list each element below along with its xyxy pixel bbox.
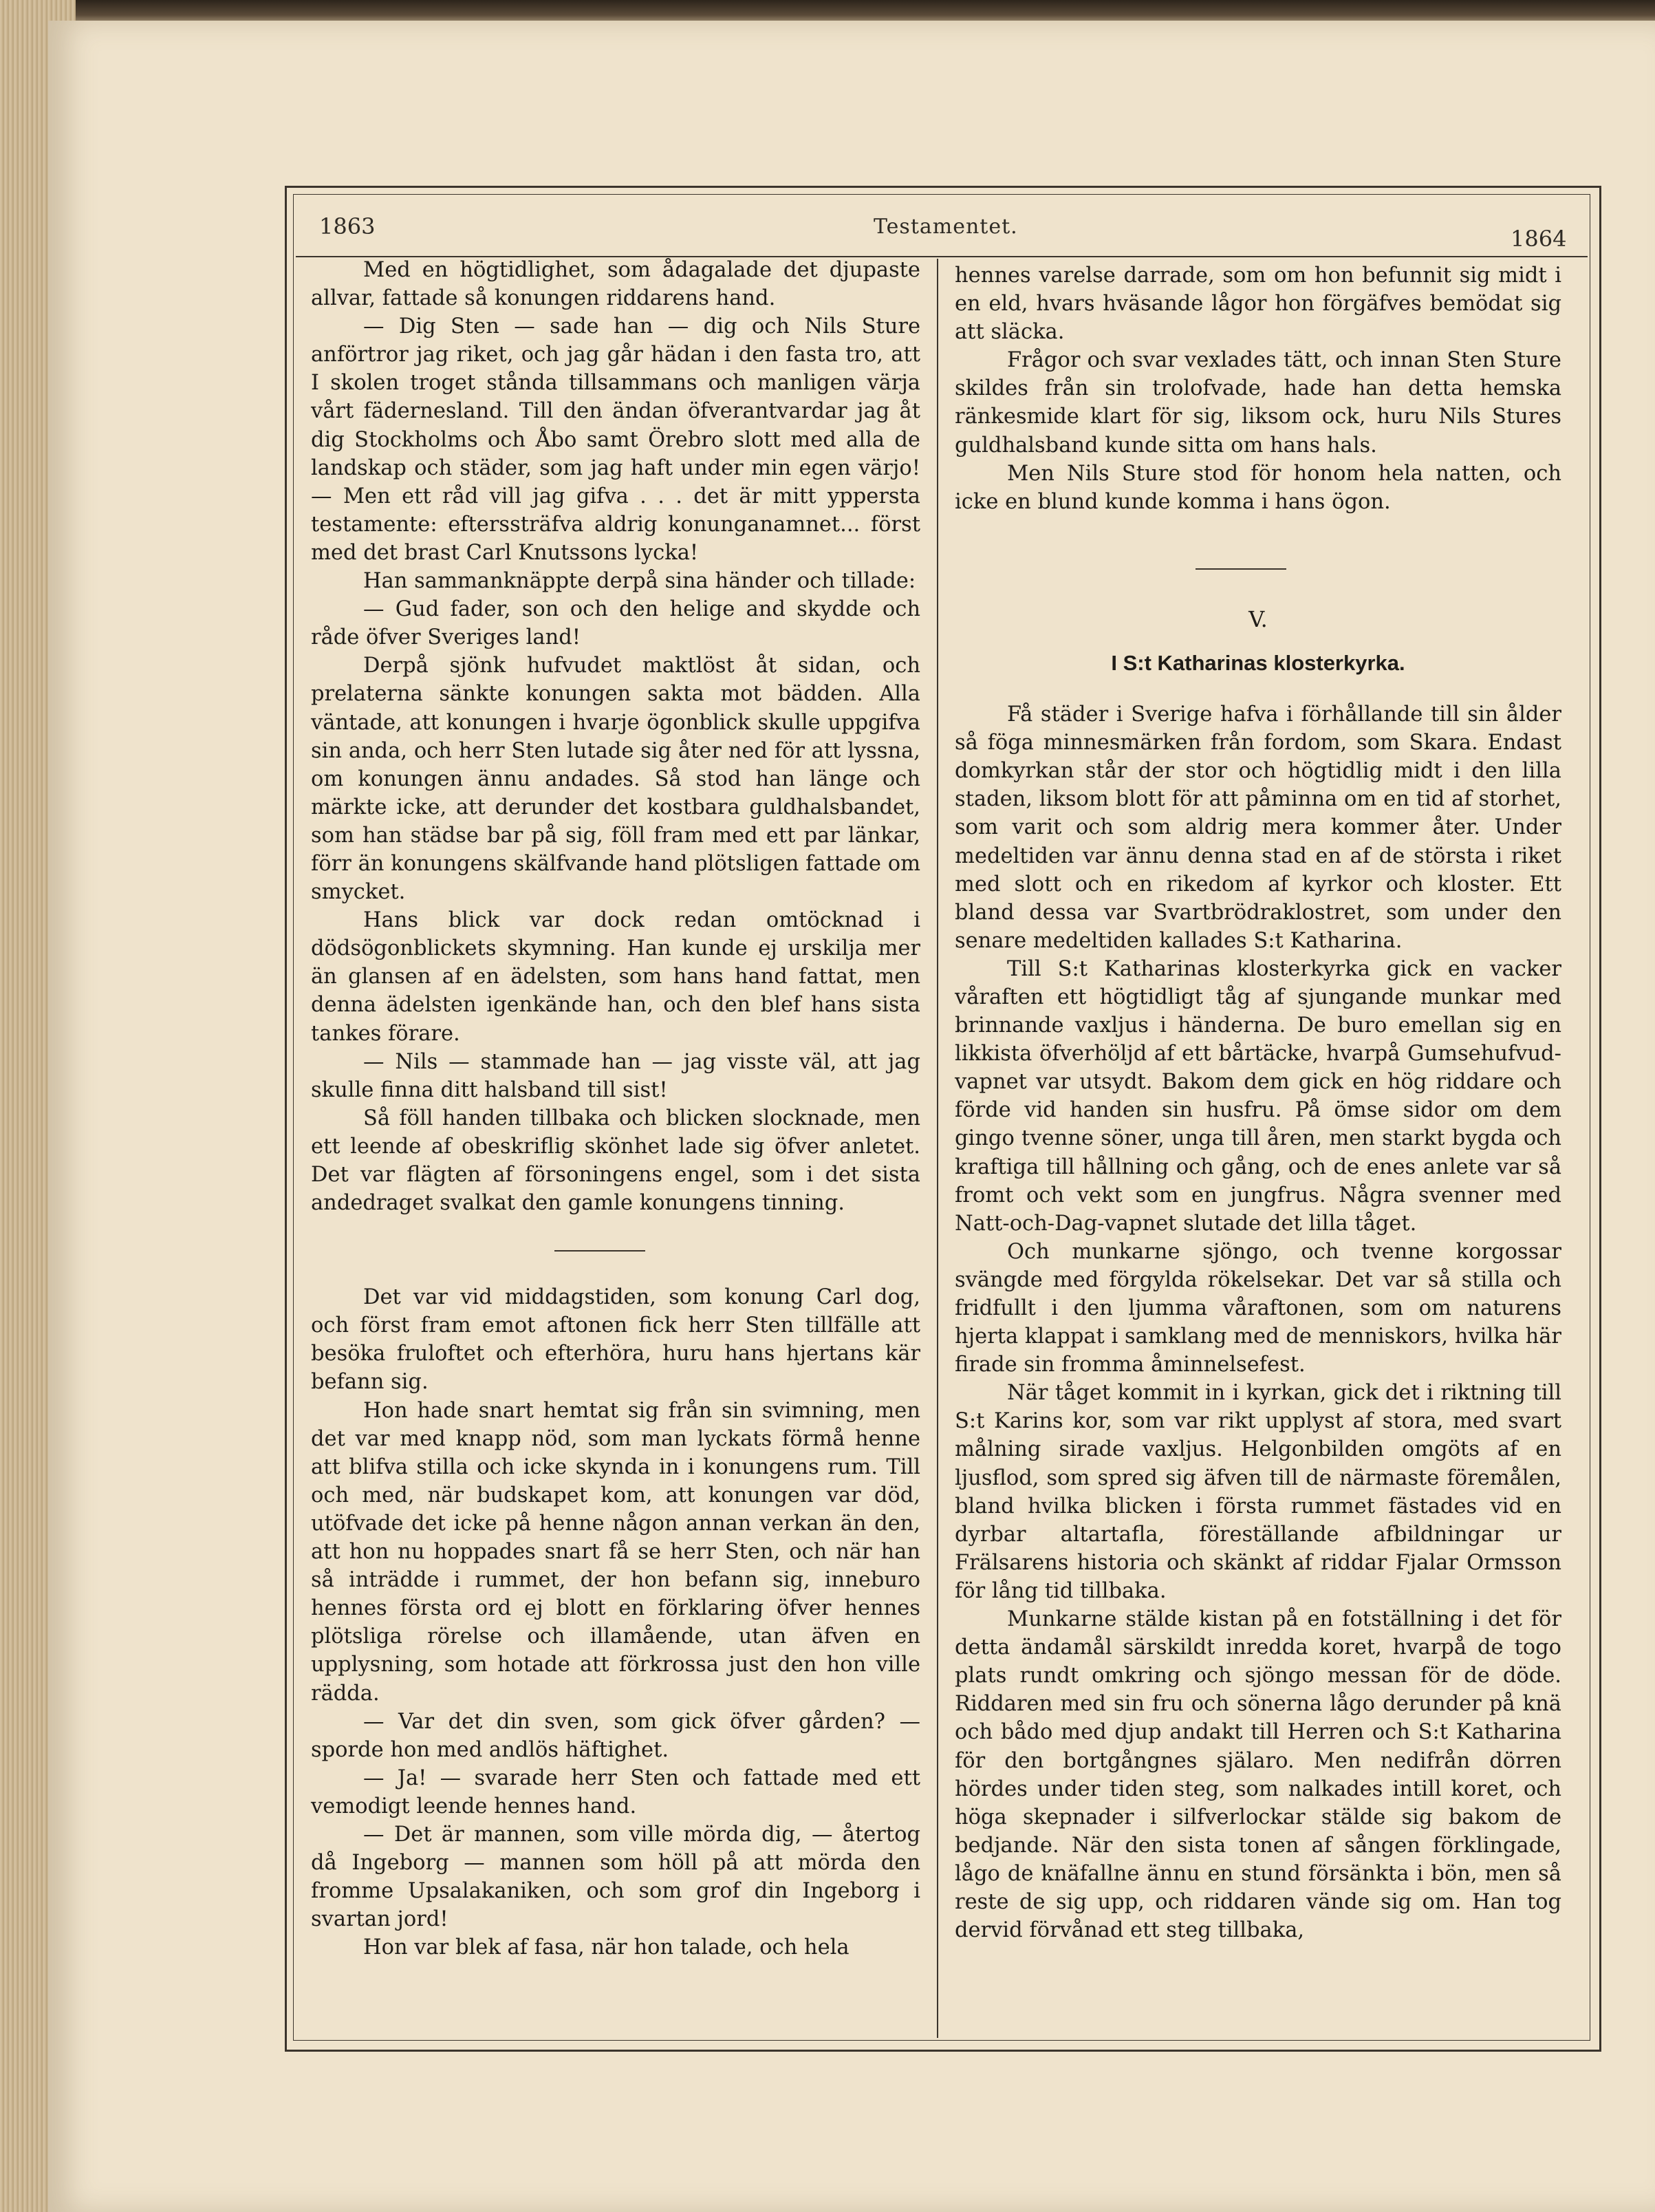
page-number-right: 1864 (1511, 226, 1567, 252)
section-break-rule (554, 1250, 645, 1252)
chapter-number: V. (1248, 605, 1268, 632)
paragraph: hennes varelse darrade, som om hon befunnit sig midt i en eld, hvars hväsande lågor hon förgäfves bemödat sig att släcka. (955, 264, 1561, 345)
running-title: Testamentet. (874, 215, 1018, 239)
paragraph: — Det är mannen, som ville mörda dig, — återtog då Ingeborg — mannen som höll på att mörda den fromme Upsalakaniken, och som grof din Ingeborg i svartan jord! (311, 1822, 920, 1932)
paragraph: Med en högtidlighet, som ådagalade det djupaste allvar, fattade så konungen riddarens hand. (311, 258, 920, 311)
paragraph: Till S:t Katharinas klosterkyrka gick en vacker våraften ett högtidligt tåg af sjungande munkar med brinnande vaxljus i händerna. De buro emellan sig en likkista öfverhöljd af ett bårtäcke, hvarpå Gumsehufvud-vapnet var utsydt. Bakom dem gick en hög riddare och förde vid handen sin husfru. På ömse sidor om dem gingo tvenne söner, unga till åren, men starkt bygda och kraftiga till hållning och gång, och de enes anlete var så fromt och vekt som en jungfrus. Några svenner med Natt-och-Dag-vapnet slutade det lilla tåget. (955, 956, 1561, 1236)
paragraph: — Nils — stammade han — jag visste väl, att jag skulle finna ditt halsband till sist! (311, 1049, 920, 1102)
paragraph: Så föll handen tillbaka och blicken slocknade, men ett leende af obeskriflig skönhet lade sig öfver anletet. Det var flägten af försoningens engel, som i det sista andedraget svalkat den gamle konungens tinning. (311, 1106, 920, 1216)
paragraph: Han sammanknäppte derpå sina händer och tillade: (363, 569, 916, 594)
paragraph: Och munkarne sjöngo, och tvenne korgossar svängde med förgylda rökelsekar. Det var så stilla och fridfullt i den ljumma våraftonen, som om naturens hjerta klappat i samklang med de menniskors, hvilka här firade sin fromma åminnelsefest. (955, 1239, 1561, 1377)
paragraph: Hans blick var dock redan omtöcknad i dödsögonblickets skymning. Han kunde ej urskilja mer än glansen af en ädelsten, som hans hand fattat, men denna ädelsten igenkände han, och den blef hans sista tankes förare. (311, 908, 920, 1046)
paragraph: Hon hade snart hemtat sig från sin svimning, men det var med knapp nöd, som man lyckats förmå henne att blifva stilla och icke skynda in i konungens rum. Till och med, när budskapet kom, att konungen var död, utöfvade det icke på henne någon annan verkan än den, att hon nu hoppades snart få se herr Sten, och när han så inträdde i rummet, der hon befann sig, inneburo hennes första ord ej blott en förklaring öfver hennes plötsliga rörelse och illamående, utan äfven en upplysning, som hotade att förkrossa just den hon ville rädda. (311, 1398, 920, 1706)
paragraph: När tåget kommit in i kyrkan, gick det i riktning till S:t Karins kor, som var rikt upplyst af stora, med svart målning sirade vaxljus. Helgonbilden omgöts af en ljusflod, som spred sig äfven till de närmaste föremålen, bland hvilka blicken i första rummet fästades vid en dyrbar altartafla, föreställande afbildningar ur Frälsarens historia och skänkt af riddar Fjalar Ormsson för lång tid tillbaka. (955, 1381, 1561, 1603)
paragraph: — Gud fader, son och den helige and skydde och råde öfver Sveriges land! (311, 597, 920, 650)
paragraph: — Ja! — svarade herr Sten och fattade med ett vemodigt leende hennes hand. (311, 1765, 920, 1818)
section-break-rule (1196, 568, 1286, 570)
chapter-title: I S:t Katharinas klosterkyrka. (1111, 650, 1405, 675)
page-number-left: 1863 (319, 213, 376, 239)
paragraph: Få städer i Sverige hafva i förhållande till sin ålder så föga minnesmärken från fordom, som Skara. Endast domkyrkan står der stor och högtidlig midt i den lilla staden, liksom blott för att påminna om en tid af storhet, som varit och som aldrig mera kommer åter. Under medeltiden var ännu denna stad en af de största i riket med slott och en rikedom af kyrkor och kloster. Ett bland dessa var Svartbrödraklostret, som under den senare medeltiden kallades S:t Katharina. (955, 702, 1561, 953)
paragraph: Hon var blek af fasa, när hon talade, och hela (363, 1935, 850, 1960)
column-divider (937, 259, 938, 2038)
paragraph: Det var vid middagstiden, som konung Carl dog, och först fram emot aftonen fick herr Sten tillfälle att besöka fruloftet och efterhöra, huru hans hjertans kär befann sig. (311, 1285, 920, 1395)
paragraph: — Dig Sten — sade han — dig och Nils Sture anförtror jag riket, och jag går hädan i den fasta tro, att I skolen troget stånda tillsammans och manligen värja vårt fädernesland. Till den ändan öfverantvardar jag åt dig Stockholms och Åbo samt Örebro slott med alla de landskap och städer, som jag haft under min egen värjo! — Men ett råd vill jag gifva . . . det är mitt yppersta testamente: efterssträfva aldrig konunganamnet... först med det brast Carl Knutssons lycka! (311, 314, 920, 565)
left-column (311, 256, 920, 1962)
paragraph: Men Nils Sture stod för honom hela natten, och icke en blund kunde komma i hans ögon. (955, 461, 1561, 514)
right-column (955, 261, 1561, 1944)
paragraph: Frågor och svar vexlades tätt, och innan Sten Sture skildes från sin trolofvade, hade han detta hemska ränkesmide klart för sig, liksom ock, huru Nils Stures guldhalsband kunde sitta om hans hals. (955, 348, 1561, 458)
paragraph: Derpå sjönk hufvudet maktlöst åt sidan, och prelaterna sänkte konungen sakta mot bädden. Alla väntade, att konungen i hvarje ögonblick skulle uppgifva sin anda, och herr Sten lutade sig åter ned för att lyssna, om konungen ännu andades. Så stod han länge och märkte icke, att derunder det kostbara guldhalsbandet, som han städse bar på sig, föll fram med ett par länkar, förr än konungens skälfvande hand plötsligen fattade om smycket. (311, 654, 920, 905)
paragraph: — Var det din sven, som gick öfver gården? — sporde hon med andlös häftighet. (311, 1709, 920, 1762)
paragraph: Munkarne stälde kistan på en fotställning i det för detta ändamål särskildt inredda koret, hvarpå de togo plats rundt omkring och sjöngo messan för de döde. Riddaren med sin fru och sönerna lågo derunder på knä och bådo med djup andakt till Herren och S:t Katharina för den bortgångnes själaro. Men nedifrån dörren hördes under tiden steg, som nalkades intill koret, och höga skepnader i silfverlockar stälde sig bakom de bedjande. När den sista tonen af sången förklingade, lågo de knäfallne ännu en stund försänkta i bön, men så reste de sig upp, och riddaren vände sig om. Han tog dervid förvånad ett steg tillbaka, (955, 1607, 1561, 1943)
